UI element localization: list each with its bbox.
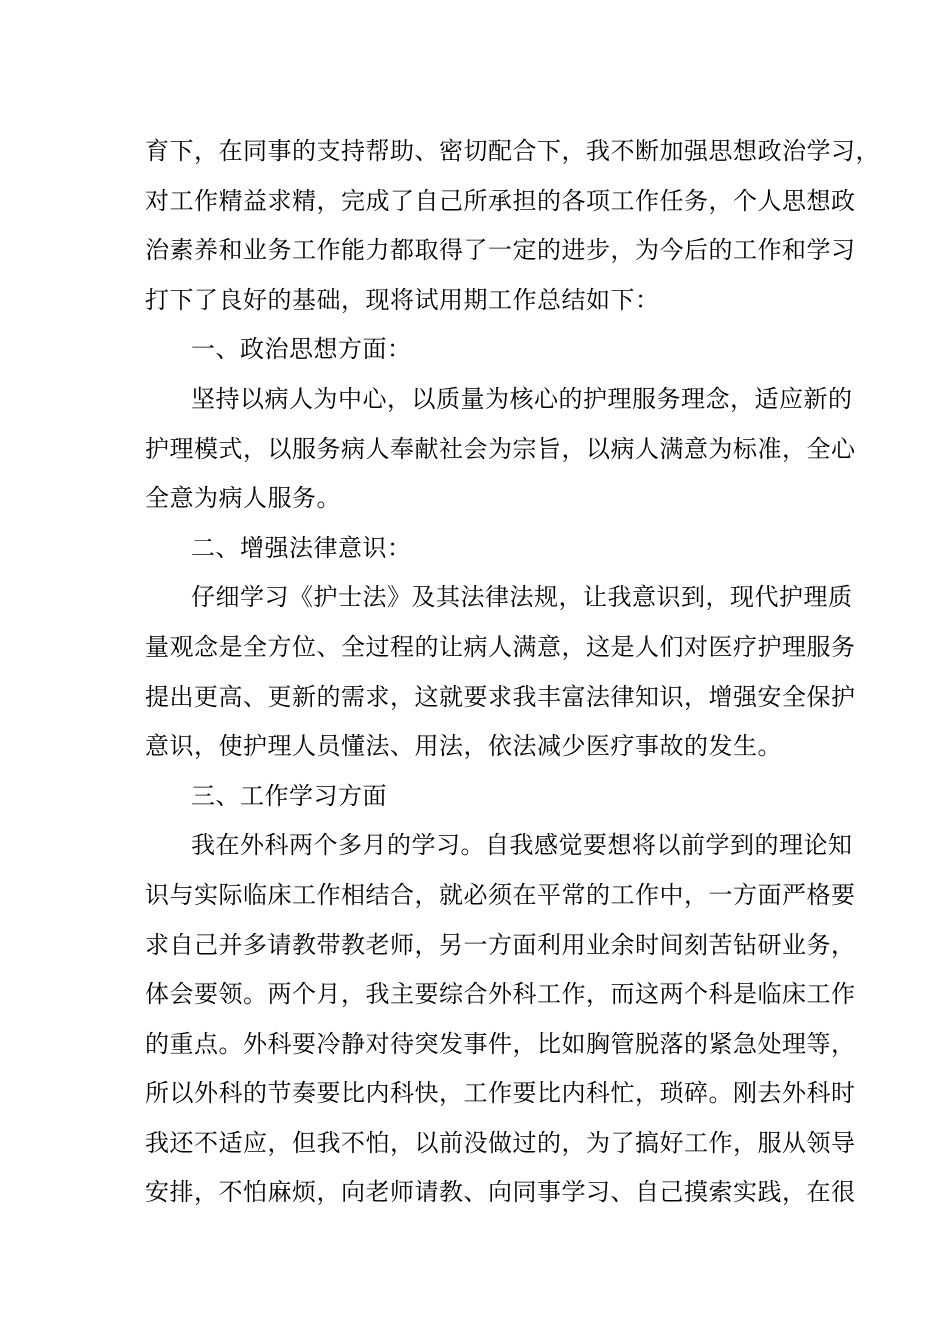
text-line: 全意为病人服务。 [145,484,341,513]
text-line: 体会要领。两个月，我主要综合外科工作，而这两个科是临床工作 [145,980,856,1009]
text-line: 量观念是全方位、全过程的让病人满意，这是人们对医疗护理服务 [145,632,856,661]
paragraph-legal [145,573,856,771]
paragraph-political [145,375,856,524]
text-line: 仔细学习《护士法》及其法律法规，让我意识到，现代护理质 [191,583,853,612]
text-line: 求自己并多请教带教老师，另一方面利用业余时间刻苦钻研业务， [145,930,856,959]
text-line: 识与实际临床工作相结合，就必须在平常的工作中，一方面严格要 [145,880,856,909]
text-line: 意识，使护理人员懂法、用法，依法减少医疗事故的发生。 [145,732,782,761]
text-line: 我还不适应，但我不怕，以前没做过的，为了搞好工作，服从领导 [145,1128,856,1157]
paragraph-work-study [145,821,856,1218]
text-line: 坚持以病人为中心，以质量为核心的护理服务理念，适应新的 [191,384,853,413]
section-heading-legal [145,524,835,574]
text-line: 对工作精益求精，完成了自己所承担的各项工作任务，个人思想政 [145,186,856,215]
text-line: 治素养和业务工作能力都取得了一定的进步，为今后的工作和学习 [145,236,856,265]
text-line: 护理模式，以服务病人奉献社会为宗旨，以病人满意为标准，全心 [145,434,856,463]
text-line: 打下了良好的基础，现将试用期工作总结如下： [145,285,660,314]
text-line: 提出更高、更新的需求，这就要求我丰富法律知识，增强安全保护 [145,682,856,711]
text-line: 所以外科的节奏要比内科快，工作要比内科忙，琐碎。刚去外科时 [145,1079,856,1108]
heading-line: 二、增强法律意识： [191,533,412,562]
section-heading-work-study [145,772,835,822]
text-line: 我在外科两个多月的学习。自我感觉要想将以前学到的理论知 [191,831,853,860]
heading-line: 一、政治思想方面： [191,335,412,364]
text-line: 安排，不怕麻烦，向老师请教、向同事学习、自己摸索实践，在很 [145,1178,856,1207]
text-line: 的重点。外科要冷静对待突发事件，比如胸管脱落的紧急处理等， [145,1029,856,1058]
document-body [145,127,880,1218]
section-heading-political [145,325,835,375]
paragraph-intro-continuation [145,127,880,325]
heading-line: 三、工作学习方面 [191,781,387,810]
text-line: 育下，在同事的支持帮助、密切配合下，我不断加强思想政治学习， [145,137,880,165]
